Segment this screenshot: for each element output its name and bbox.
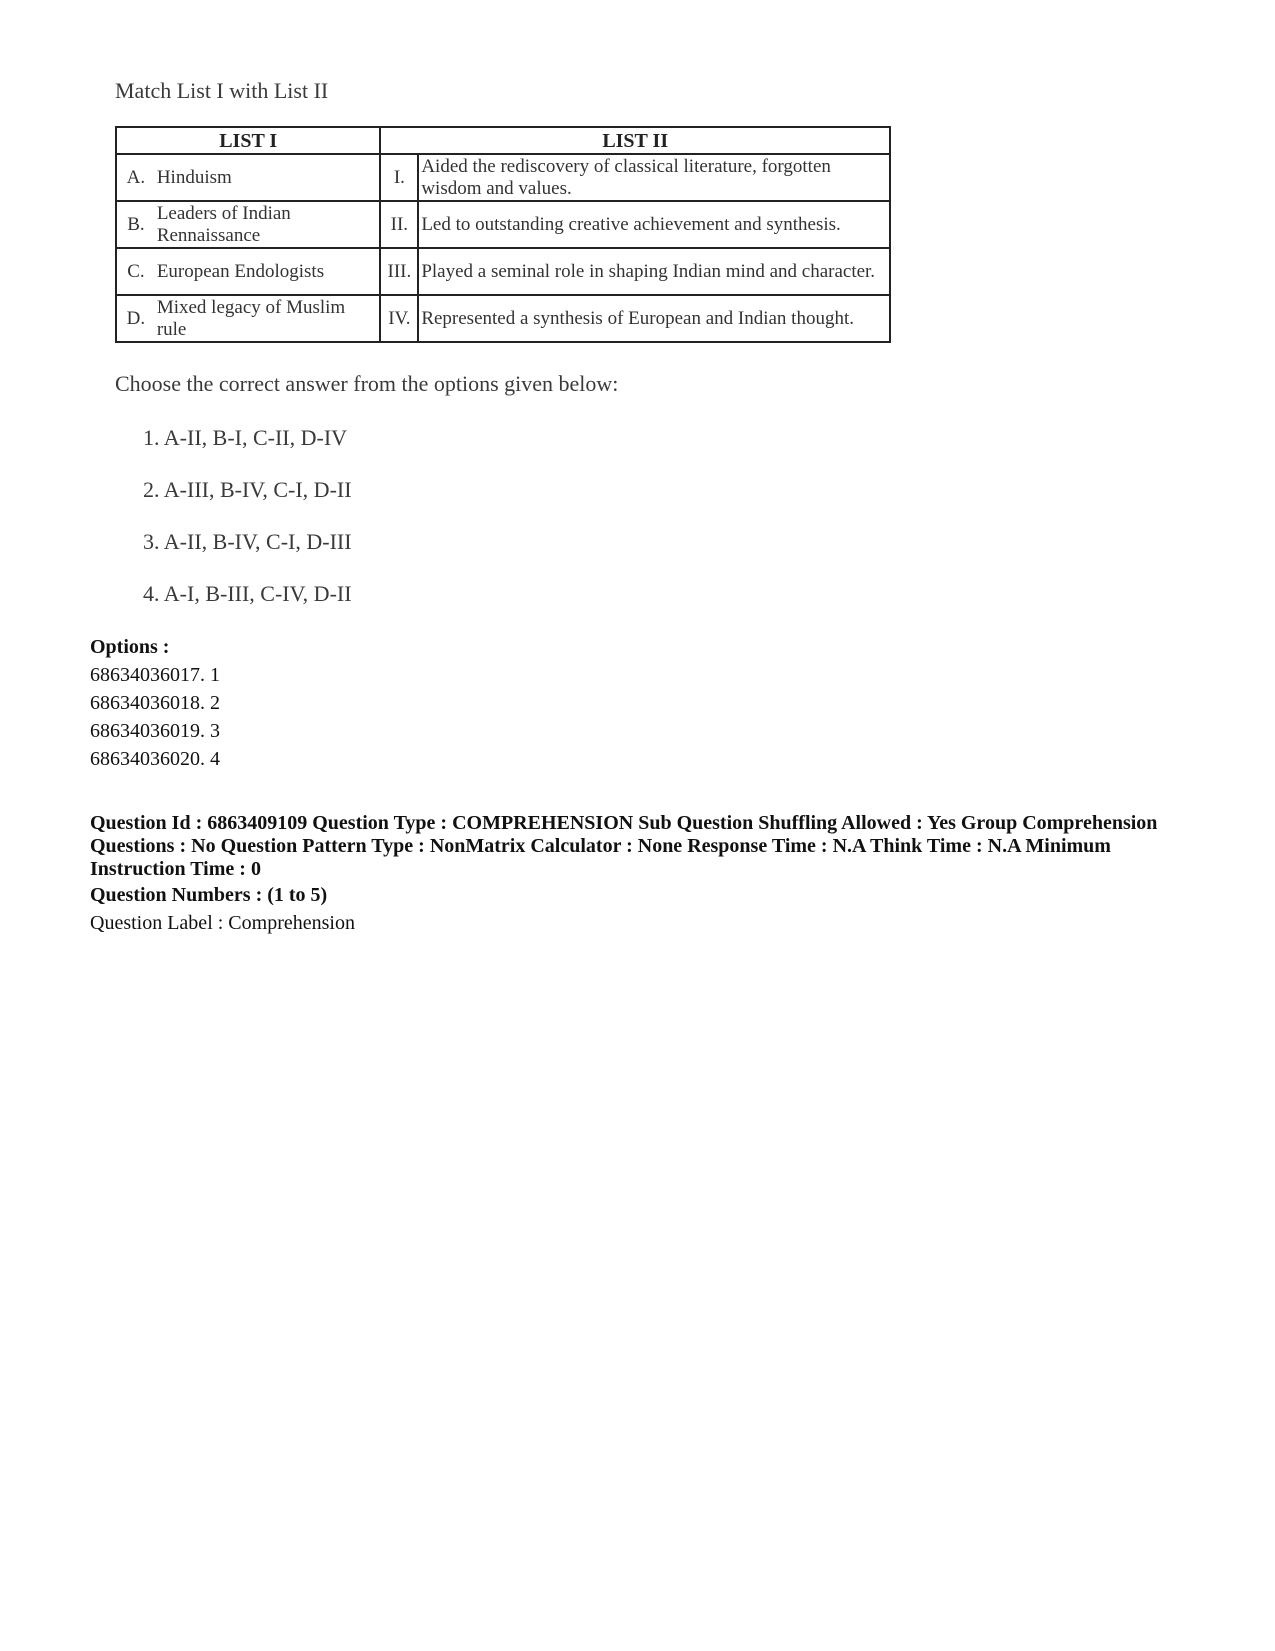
option-item: 68634036017. 1 xyxy=(90,664,220,686)
question-prompt: Match List I with List II xyxy=(115,78,329,103)
option-item: 68634036019. 3 xyxy=(90,720,220,742)
row-letter: D. xyxy=(116,295,155,342)
row-letter: A. xyxy=(116,154,155,201)
question-label: Question Label : Comprehension xyxy=(90,912,355,934)
choose-instruction: Choose the correct answer from the options given below: xyxy=(115,371,619,396)
list-two-header: LIST II xyxy=(380,127,890,154)
row-roman: IV. xyxy=(380,295,418,342)
row-item: Hinduism xyxy=(155,154,381,201)
row-item: European Endologists xyxy=(155,248,381,295)
row-item: Leaders of Indian Rennaissance xyxy=(155,201,381,248)
row-description: Led to outstanding creative achievement and synthesis. xyxy=(418,201,890,248)
options-heading: Options : xyxy=(90,636,170,658)
question-image xyxy=(115,78,905,633)
question-numbers: Question Numbers : (1 to 5) xyxy=(90,884,328,906)
option-item: 68634036020. 4 xyxy=(90,748,220,770)
row-item: Mixed legacy of Muslim rule xyxy=(155,295,381,342)
row-roman: II. xyxy=(380,201,418,248)
table-row xyxy=(116,295,890,342)
table-row xyxy=(116,154,890,201)
row-description: Aided the rediscovery of classical literature, forgotten wisdom and values. xyxy=(418,154,890,201)
row-description: Played a seminal role in shaping Indian mind and character. xyxy=(418,248,890,295)
options-block xyxy=(90,636,1210,776)
answer-choice: 4. A-I, B-III, C-IV, D-II xyxy=(143,581,352,606)
row-letter: B. xyxy=(116,201,155,248)
answer-choices xyxy=(143,425,905,633)
row-description: Represented a synthesis of European and Indian thought. xyxy=(418,295,890,342)
list-one-header: LIST I xyxy=(116,127,380,154)
row-roman: III. xyxy=(380,248,418,295)
row-roman: I. xyxy=(380,154,418,201)
option-item: 68634036018. 2 xyxy=(90,692,220,714)
row-letter: C. xyxy=(116,248,155,295)
match-table xyxy=(115,126,891,343)
answer-choice: 1. A-II, B-I, C-II, D-IV xyxy=(143,425,348,450)
answer-choice: 2. A-III, B-IV, C-I, D-II xyxy=(143,477,352,502)
table-row xyxy=(116,201,890,248)
table-row xyxy=(116,248,890,295)
table-header-row xyxy=(116,127,890,154)
question-info: Question Id : 6863409109 Question Type : COMPREHENSION Sub Question Shuffling Allowed : Yes Group Comprehension Questions : No Question Pattern Type : NonMatrix Calculator : None Response Time : N.A Think Time : N.A Minimum Instruction Time : 0 xyxy=(90,812,1158,880)
answer-choice: 3. A-II, B-IV, C-I, D-III xyxy=(143,529,352,554)
